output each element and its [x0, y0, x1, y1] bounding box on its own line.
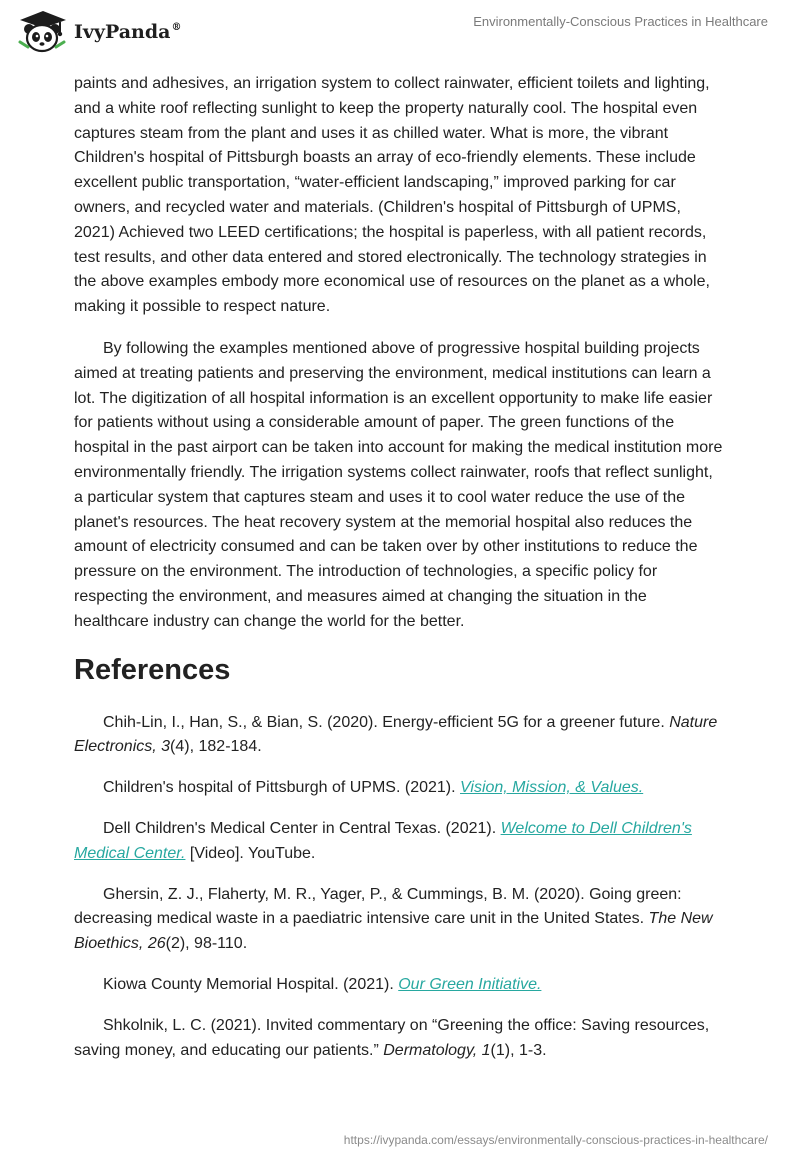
body-paragraph-1: paints and adhesives, an irrigation system to collect rainwater, efficient toilets and lighting, and a white roof reflecting sunlight to keep the property naturally cool. The hospital even captures steam from the plant and uses it as chilled water. What is more, the vibrant Children's hospital of Pittsburgh boasts an array of eco-friendly elements. These include excellent public transportation, “water-efficient landscaping,” improved parking for car owners, and recycled water and materials. (Children's hospital of Pittsburgh of UPMS, 2021) Achieved two LEED certifications; the hospital is paperless, with all patient records, test results, and other data entered and stored electronically. The technology strategies in the above examples embody more economical use of resources on the planet as a whole, making it possible to respect nature.: [74, 75, 710, 316]
reference-link[interactable]: Our Green Initiative.: [398, 975, 542, 993]
reference-item: Kiowa County Memorial Hospital. (2021). Our Green Initiative.: [103, 975, 542, 993]
panda-graduate-icon: [14, 9, 72, 53]
reference-item: Chih-Lin, I., Han, S., & Bian, S. (2020). Energy-efficient 5G for a greener future. Nature Electronics, 3(4), 182-184.: [74, 713, 718, 756]
ivypanda-logo[interactable]: [14, 9, 181, 53]
reference-link[interactable]: Vision, Mission, & Values.: [460, 779, 644, 797]
reference-item: Children's hospital of Pittsburgh of UPMS. (2021). Vision, Mission, & Values.: [103, 779, 644, 797]
reference-item: Ghersin, Z. J., Flaherty, M. R., Yager, P., & Cummings, B. M. (2020). Going green: decreasing medical waste in a paediatric intensive care unit in the United States. The New Bioethics, 26(2), 98-110.: [74, 885, 713, 953]
brand-name: IvyPanda®: [74, 21, 182, 43]
reference-link[interactable]: Welcome to Dell Children's Medical Center.: [74, 819, 692, 862]
body-paragraph-2: By following the examples mentioned above of progressive hospital building projects aimed at treating patients and preserving the environment, medical institutions can learn a lot. The digitization of all hospital information is an excellent opportunity to make life easier for patients without using a considerable amount of paper. The green functions of the hospital in the past airport can be taken into account for making the medical institution more environmentally friendly. The irrigation systems collect rainwater, roofs that reflect sunlight, a particular system that captures steam and uses it to cool water reduce the use of the planet's resources. The heat recovery system at the memorial hospital also reduces the amount of electricity consumed and can be taken over by other institutions to reduce the pressure on the environment. The introduction of technologies, a specific policy for respecting the environment, and measures aimed at changing the situation in the healthcare industry can change the world for the better.: [74, 339, 723, 630]
references-heading: References: [74, 653, 231, 686]
document-title: Environmentally-Conscious Practices in Healthcare: [473, 14, 768, 29]
reference-item: Shkolnik, L. C. (2021). Invited commentary on “Greening the office: Saving resources, saving money, and educating our patients.” Dermatology, 1(1), 1-3.: [74, 1016, 710, 1059]
footer-url[interactable]: https://ivypanda.com/essays/environmentally-conscious-practices-in-healthcare/: [343, 1133, 768, 1147]
document-body: [74, 72, 724, 1079]
reference-item: Dell Children's Medical Center in Central Texas. (2021). Welcome to Dell Children's Medical Center. [Video]. YouTube.: [74, 819, 692, 862]
page-header: [0, 0, 800, 64]
